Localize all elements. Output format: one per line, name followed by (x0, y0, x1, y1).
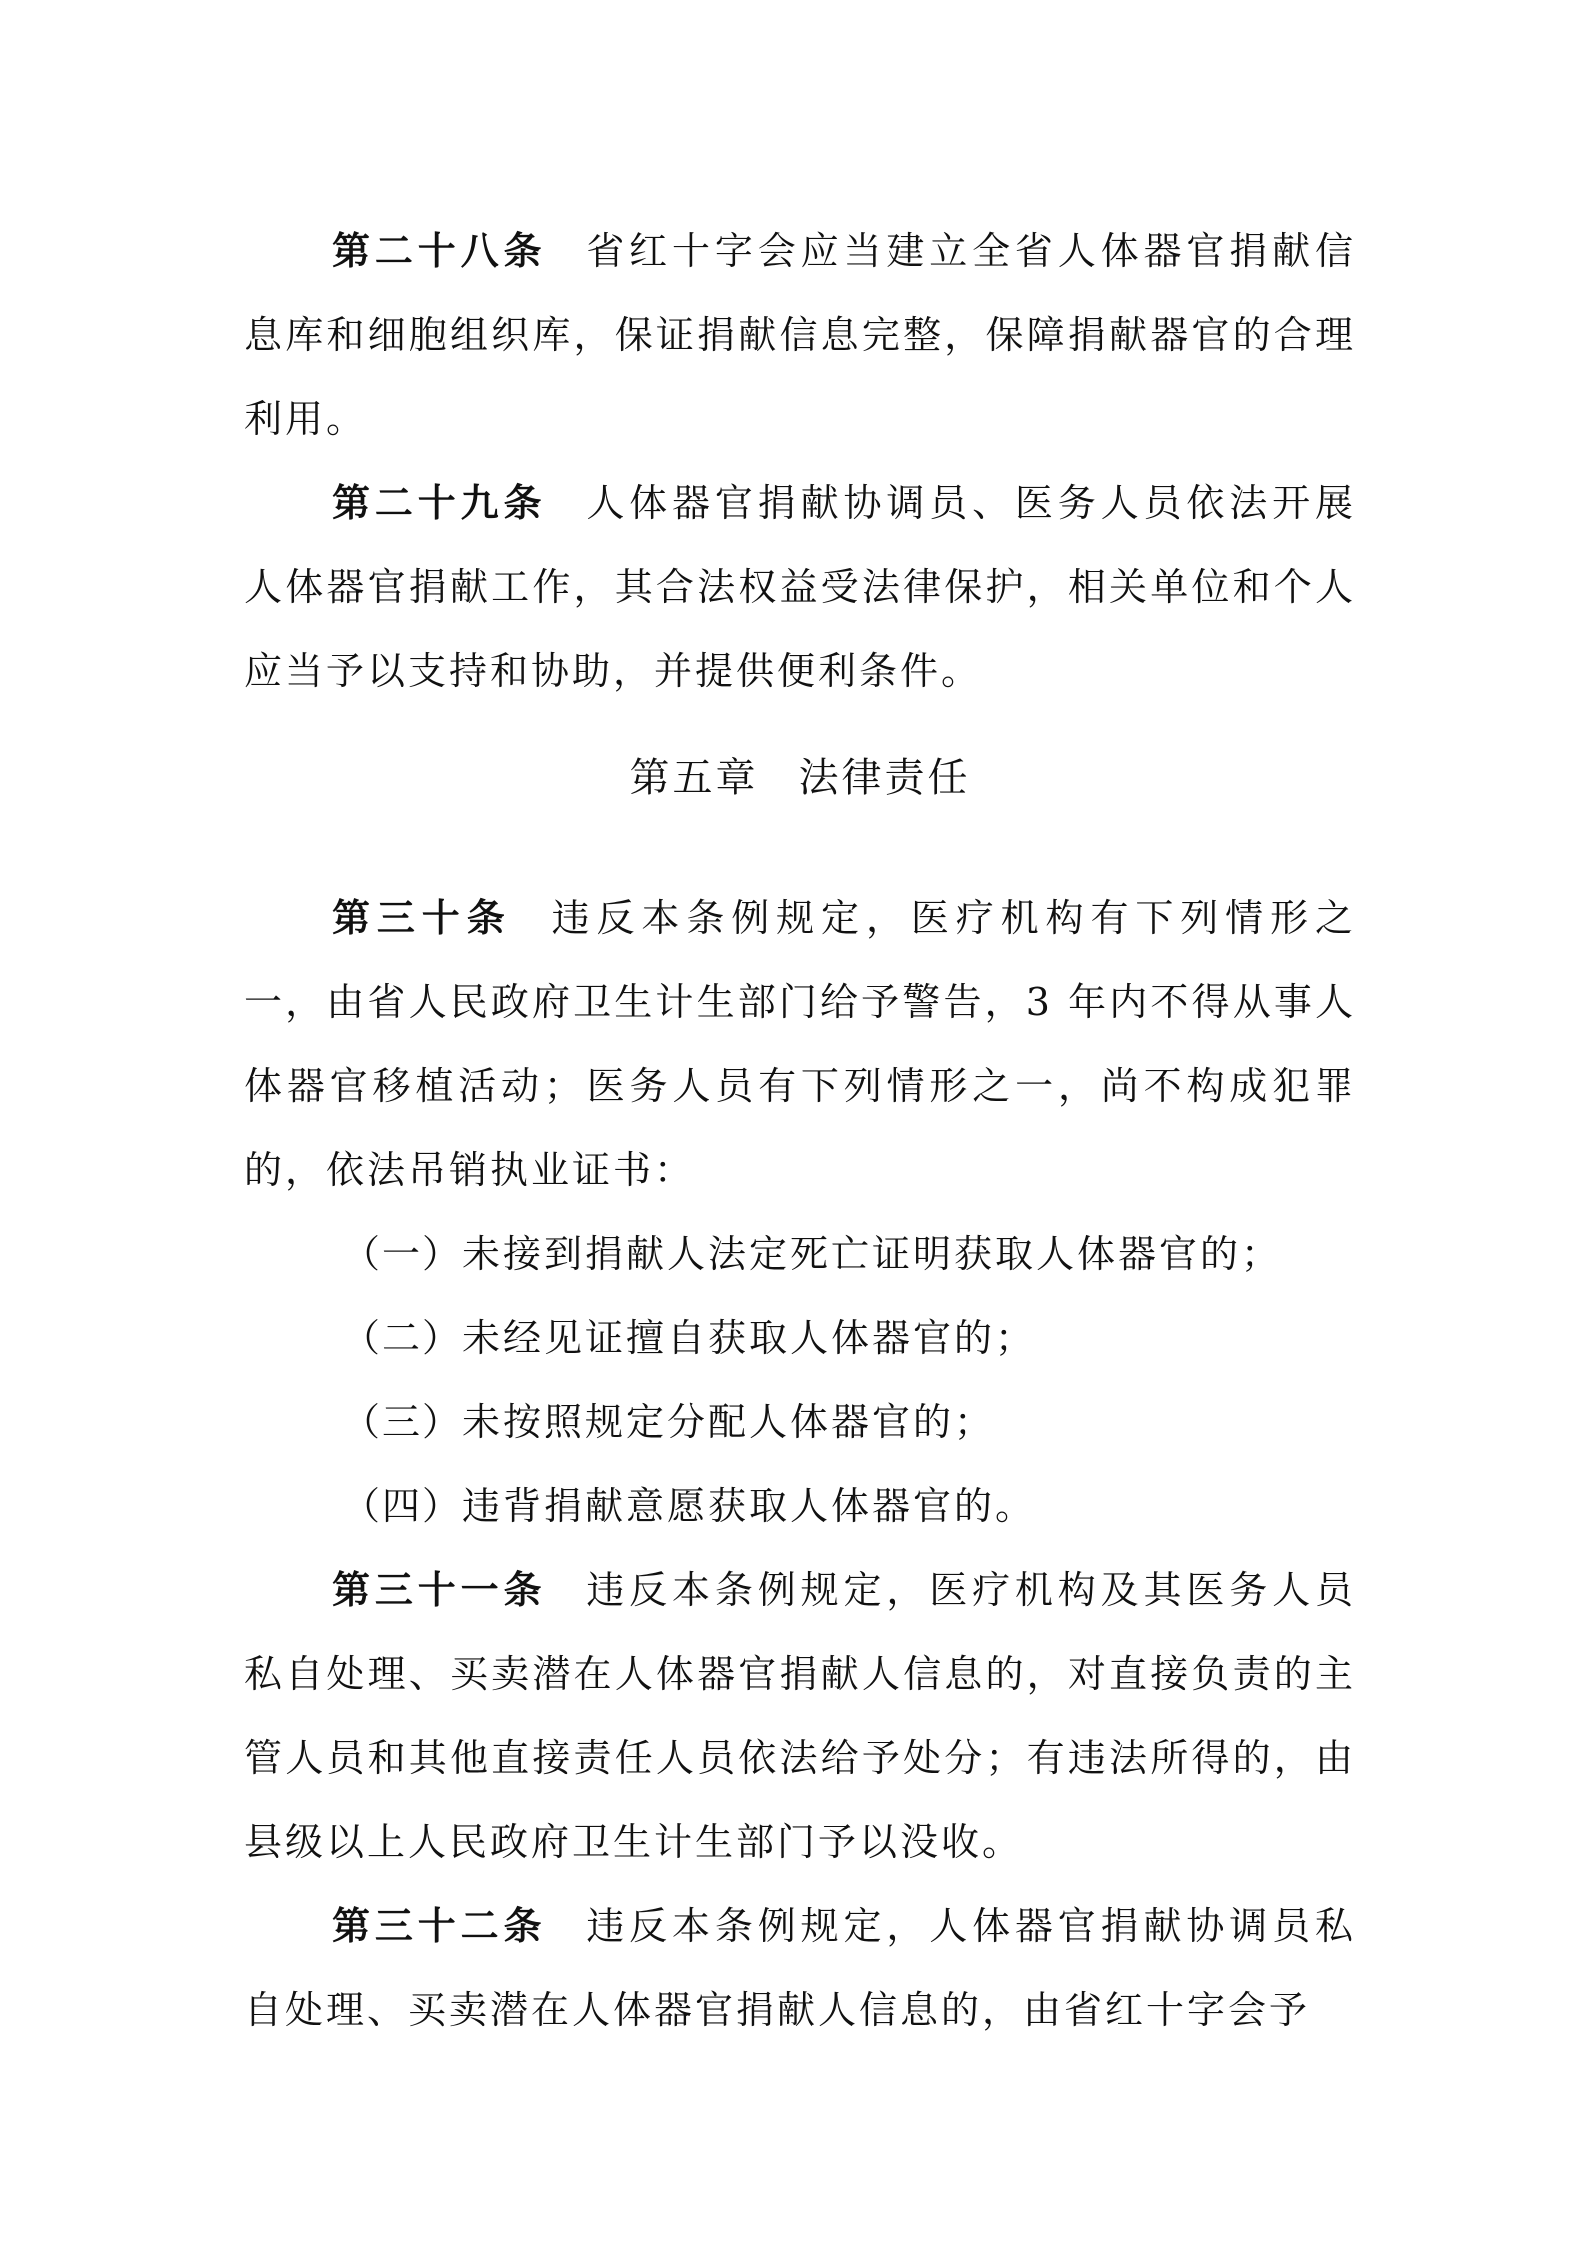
article-body: 人体器官捐献协调员、医务人员依法开展人体器官捐献工作，其合法权益受法律保护，相关单位和个人应当予以支持和协助，并提供便利条件。 (244, 481, 1356, 693)
list-item-text: 未经见证擅自获取人体器官的； (462, 1316, 1037, 1360)
list-item (244, 1212, 1356, 1296)
list-item-text: 未接到捐献人法定死亡证明获取人体器官的； (462, 1232, 1283, 1276)
article-28 (244, 209, 1356, 461)
article-heading: 第三十一条 (332, 1568, 547, 1612)
article-heading: 第二十九条 (332, 481, 547, 525)
article-body: 违反本条例规定，医疗机构有下列情形之一，由省人民政府卫生计生部门给予警告，3 年内不得从事人体器官移植活动；医务人员有下列情形之一，尚不构成犯罪的，依法吊销执业证书： (244, 896, 1356, 1192)
article-31 (244, 1548, 1356, 1884)
chapter-heading (244, 750, 1356, 876)
article-29 (244, 461, 1356, 713)
chapter-number: 第五章 (629, 755, 759, 801)
list-item (244, 1464, 1356, 1548)
page-content (244, 209, 1356, 2052)
article-body: 违反本条例规定，医疗机构及其医务人员私自处理、买卖潜在人体器官捐献人信息的，对直接负责的主管人员和其他直接责任人员依法给予处分；有违法所得的，由县级以上人民政府卫生计生部门予以没收。 (244, 1568, 1356, 1864)
list-item (244, 1380, 1356, 1464)
article-body: 省红十字会应当建立全省人体器官捐献信息库和细胞组织库，保证捐献信息完整，保障捐献器官的合理利用。 (244, 229, 1356, 441)
list-item (244, 1296, 1356, 1380)
article-heading: 第二十八条 (332, 229, 547, 273)
article-body: 违反本条例规定，人体器官捐献协调员私自处理、买卖潜在人体器官捐献人信息的，由省红十字会予 (244, 1904, 1356, 2032)
list-item-number: （二） (342, 1316, 463, 1360)
chapter-title: 法律责任 (798, 755, 971, 801)
list-item-number: （一） (342, 1232, 463, 1276)
article-heading: 第三十条 (332, 896, 512, 940)
article-30 (244, 876, 1356, 1212)
article-32 (244, 1884, 1356, 2052)
list-item-number: （四） (342, 1484, 463, 1528)
list-item-text: 未按照规定分配人体器官的； (462, 1400, 996, 1444)
list-item-text: 违背捐献意愿获取人体器官的。 (462, 1484, 1037, 1528)
article-heading: 第三十二条 (332, 1904, 547, 1948)
list-item-number: （三） (342, 1400, 463, 1444)
